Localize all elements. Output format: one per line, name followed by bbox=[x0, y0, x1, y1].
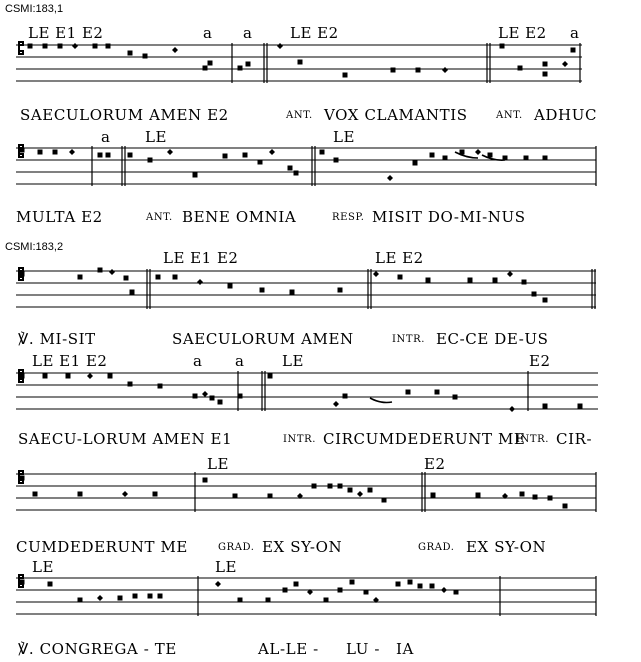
note-square bbox=[193, 173, 198, 178]
note-square bbox=[493, 278, 498, 283]
row3-label-le-e2: LE E2 bbox=[375, 249, 424, 267]
note-square bbox=[338, 588, 343, 593]
row4-label-a2: a bbox=[235, 352, 245, 370]
row2-lyric-bene-omnia: BENE OMNIA bbox=[182, 208, 297, 226]
row1-label-le-e2-b: LE E2 bbox=[498, 24, 547, 42]
note-square bbox=[430, 153, 435, 158]
note-square bbox=[334, 158, 339, 163]
note-square bbox=[130, 290, 135, 295]
note-square bbox=[398, 275, 403, 280]
row2-lyric-misit: MISIT DO-MI-NUS bbox=[372, 208, 526, 226]
note-square bbox=[210, 396, 215, 401]
note-square bbox=[312, 484, 317, 489]
row4-lyric-cir: CIR- bbox=[556, 430, 593, 448]
note-square bbox=[520, 492, 525, 497]
note-square bbox=[468, 278, 473, 283]
row4-label-e2: E2 bbox=[529, 352, 551, 370]
note-square bbox=[430, 584, 435, 589]
note-square bbox=[418, 584, 423, 589]
note-square bbox=[106, 44, 111, 49]
note-square bbox=[128, 382, 133, 387]
note-diamond bbox=[109, 269, 115, 275]
row6-lyric-lu: LU - bbox=[346, 640, 381, 658]
row4-label-le: LE bbox=[282, 352, 304, 370]
note-diamond bbox=[333, 401, 339, 407]
note-square bbox=[524, 156, 529, 161]
note-square bbox=[443, 156, 448, 161]
row4-lyric-intr1: INTR. bbox=[283, 434, 317, 445]
note-square bbox=[391, 68, 396, 73]
ligature bbox=[455, 152, 478, 158]
note-square bbox=[106, 153, 111, 158]
note-square bbox=[20, 272, 25, 277]
note-square bbox=[518, 66, 523, 71]
row1-lyric-saeculorum: SAECULORUM AMEN E2 bbox=[20, 106, 229, 124]
clef bbox=[19, 41, 23, 55]
note-square bbox=[238, 394, 243, 399]
row3-lyric-misit: ℣. MI-SIT bbox=[18, 330, 96, 348]
row6-lyric-alle: AL-LE - bbox=[258, 640, 319, 658]
note-diamond bbox=[202, 391, 208, 397]
note-square bbox=[156, 275, 161, 280]
row3-lyric-intr: INTR. bbox=[392, 334, 426, 345]
note-square bbox=[93, 44, 98, 49]
row5-label-le: LE bbox=[207, 455, 229, 473]
note-square bbox=[453, 395, 458, 400]
note-square bbox=[20, 148, 25, 153]
note-square bbox=[193, 394, 198, 399]
note-square bbox=[148, 158, 153, 163]
row2-label-a: a bbox=[101, 128, 111, 146]
note-diamond bbox=[507, 271, 513, 277]
note-square bbox=[578, 404, 583, 409]
note-diamond bbox=[215, 581, 221, 587]
row3-lyric-ecce-deus: EC-CE DE-US bbox=[436, 330, 549, 348]
note-square bbox=[43, 44, 48, 49]
note-square bbox=[268, 494, 273, 499]
note-square bbox=[476, 493, 481, 498]
note-diamond bbox=[87, 373, 93, 379]
row2-label-le2: LE bbox=[333, 128, 355, 146]
reference-csmi-183-1: CSMI:183,1 bbox=[5, 3, 64, 15]
note-square bbox=[324, 598, 329, 603]
note-diamond bbox=[72, 43, 78, 49]
note-square bbox=[328, 484, 333, 489]
note-square bbox=[563, 504, 568, 509]
note-diamond bbox=[172, 47, 178, 53]
note-diamond bbox=[441, 587, 447, 593]
note-square bbox=[298, 60, 303, 65]
row4-lyric-intr2: INTR. bbox=[516, 434, 550, 445]
note-square bbox=[543, 404, 548, 409]
row1-label-a2: a bbox=[243, 24, 253, 42]
note-square bbox=[143, 54, 148, 59]
note-square bbox=[218, 400, 223, 405]
note-square bbox=[203, 478, 208, 483]
note-square bbox=[543, 72, 548, 77]
note-square bbox=[522, 280, 527, 285]
note-square bbox=[223, 154, 228, 159]
note-diamond bbox=[197, 279, 203, 285]
note-square bbox=[543, 298, 548, 303]
note-square bbox=[238, 598, 243, 603]
note-square bbox=[416, 68, 421, 73]
note-square bbox=[128, 51, 133, 56]
note-square bbox=[533, 495, 538, 500]
note-square bbox=[368, 488, 373, 493]
note-diamond bbox=[357, 491, 363, 497]
note-square bbox=[268, 374, 273, 379]
note-square bbox=[66, 374, 71, 379]
row6-label-le1: LE bbox=[32, 558, 54, 576]
row4-lyric-saeculorum: SAECU-LORUM AMEN E1 bbox=[18, 430, 233, 448]
reference-csmi-183-2: CSMI:183,2 bbox=[5, 241, 64, 253]
row1-label-le-e2: LE E2 bbox=[290, 24, 339, 42]
note-square bbox=[38, 150, 43, 155]
note-square bbox=[294, 171, 299, 176]
note-square bbox=[158, 384, 163, 389]
note-diamond bbox=[442, 67, 448, 73]
note-square bbox=[20, 580, 25, 585]
note-square bbox=[348, 488, 353, 493]
note-square bbox=[98, 268, 103, 273]
note-diamond bbox=[475, 149, 481, 155]
note-square bbox=[338, 484, 343, 489]
note-square bbox=[246, 62, 251, 67]
note-square bbox=[488, 153, 493, 158]
note-square bbox=[203, 66, 208, 71]
note-square bbox=[408, 580, 413, 585]
note-square bbox=[435, 390, 440, 395]
note-square bbox=[118, 596, 123, 601]
note-square bbox=[28, 44, 33, 49]
row5-lyric-ex-syon1: EX SY-ON bbox=[262, 538, 343, 556]
note-square bbox=[53, 150, 58, 155]
note-square bbox=[283, 588, 288, 593]
note-square bbox=[238, 66, 243, 71]
note-diamond bbox=[269, 149, 275, 155]
note-square bbox=[58, 44, 63, 49]
note-square bbox=[350, 580, 355, 585]
row1-label-a3: a bbox=[570, 24, 580, 42]
note-square bbox=[233, 494, 238, 499]
row5-lyric-cumdederunt: CUMDEDERUNT ME bbox=[16, 538, 188, 556]
row3-lyric-saeculorum: SAECULORUM AMEN bbox=[172, 330, 354, 348]
note-square bbox=[173, 275, 178, 280]
row5-label-e2: E2 bbox=[424, 455, 446, 473]
note-square bbox=[343, 394, 348, 399]
note-square bbox=[228, 284, 233, 289]
note-square bbox=[543, 62, 548, 67]
row1-label-le-e1-e2: LE E1 E2 bbox=[28, 24, 104, 42]
note-square bbox=[260, 288, 265, 293]
note-square bbox=[20, 374, 25, 379]
note-square bbox=[290, 290, 295, 295]
row2-label-le1: LE bbox=[145, 128, 167, 146]
note-square bbox=[406, 390, 411, 395]
note-square bbox=[396, 582, 401, 587]
note-diamond bbox=[97, 595, 103, 601]
ligature bbox=[482, 155, 505, 160]
note-diamond bbox=[387, 175, 393, 181]
row2-lyric-resp: RESP. bbox=[332, 212, 365, 223]
note-square bbox=[364, 590, 369, 595]
row1-label-a1: a bbox=[203, 24, 213, 42]
note-square bbox=[124, 276, 129, 281]
row6-label-le2: LE bbox=[215, 558, 237, 576]
note-square bbox=[454, 590, 459, 595]
note-square bbox=[78, 275, 83, 280]
note-square bbox=[20, 476, 25, 481]
note-square bbox=[208, 61, 213, 66]
note-square bbox=[33, 492, 38, 497]
note-diamond bbox=[562, 61, 568, 67]
note-square bbox=[98, 153, 103, 158]
row5-lyric-ex-syon2: EX SY-ON bbox=[466, 538, 547, 556]
note-square bbox=[500, 44, 505, 49]
row4-lyric-circumdederunt: CIRCUMDEDERUNT ME bbox=[323, 430, 526, 448]
row5-lyric-grad2: GRAD. bbox=[418, 542, 455, 553]
note-square bbox=[571, 48, 576, 53]
row4-label-le-e1-e2: LE E1 E2 bbox=[32, 352, 108, 370]
note-diamond bbox=[509, 406, 515, 412]
note-square bbox=[532, 292, 537, 297]
row6-lyric-congregate: ℣. CONGREGA - TE bbox=[18, 640, 177, 658]
row1-lyric-ant1: ANT. bbox=[286, 110, 313, 121]
ligature bbox=[370, 398, 392, 403]
note-square bbox=[108, 374, 113, 379]
note-square bbox=[78, 598, 83, 603]
note-square bbox=[288, 166, 293, 171]
note-square bbox=[78, 492, 83, 497]
note-square bbox=[382, 498, 387, 503]
note-square bbox=[266, 598, 271, 603]
row1-lyric-ant2: ANT. bbox=[496, 110, 523, 121]
row5-lyric-grad1: GRAD. bbox=[218, 542, 255, 553]
note-diamond bbox=[167, 149, 173, 155]
note-diamond bbox=[373, 271, 379, 277]
note-square bbox=[48, 582, 53, 587]
note-square bbox=[258, 160, 263, 165]
note-square bbox=[548, 496, 553, 501]
note-square bbox=[426, 278, 431, 283]
note-diamond bbox=[69, 149, 75, 155]
note-square bbox=[153, 492, 158, 497]
note-square bbox=[294, 582, 299, 587]
note-square bbox=[338, 288, 343, 293]
note-diamond bbox=[277, 43, 283, 49]
row1-lyric-adhuc: ADHUC bbox=[534, 106, 598, 124]
note-square bbox=[413, 161, 418, 166]
row2-lyric-multa: MULTA E2 bbox=[16, 208, 103, 226]
row4-label-a1: a bbox=[193, 352, 203, 370]
note-square bbox=[343, 73, 348, 78]
row3-label-le-e1-e2: LE E1 E2 bbox=[163, 249, 239, 267]
note-square bbox=[148, 594, 153, 599]
note-diamond bbox=[122, 491, 128, 497]
note-square bbox=[431, 493, 436, 498]
note-square bbox=[243, 153, 248, 158]
note-square bbox=[320, 150, 325, 155]
note-square bbox=[543, 156, 548, 161]
note-square bbox=[128, 153, 133, 158]
row1-lyric-vox-clamantis: VOX CLAMANTIS bbox=[324, 106, 468, 124]
row2-lyric-ant: ANT. bbox=[146, 212, 173, 223]
note-square bbox=[158, 594, 163, 599]
note-square bbox=[43, 374, 48, 379]
note-square bbox=[133, 594, 138, 599]
row6-lyric-ia: IA bbox=[396, 640, 414, 658]
